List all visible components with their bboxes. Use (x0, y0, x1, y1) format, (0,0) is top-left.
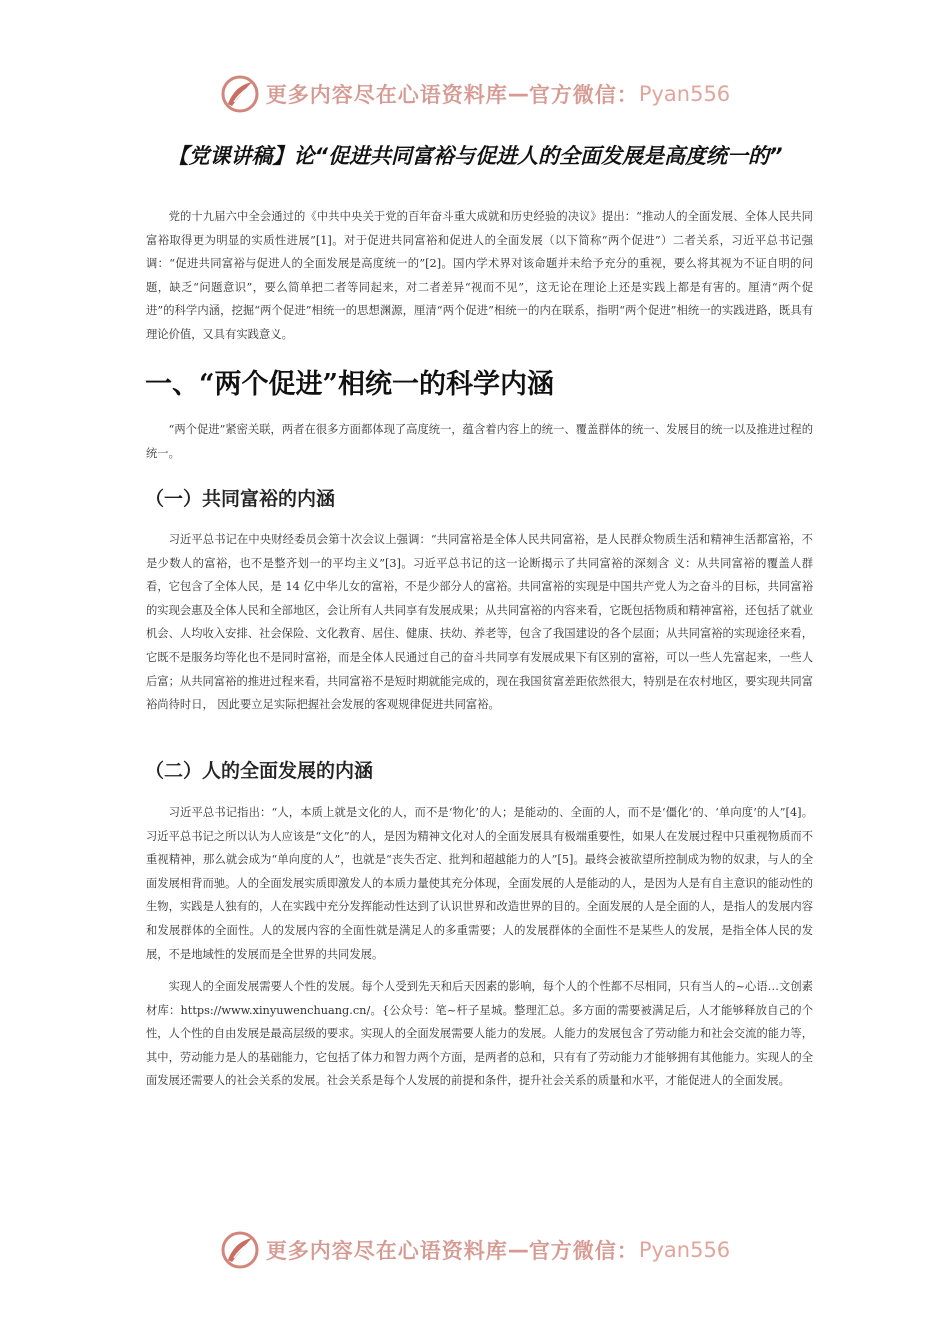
document-title: 【党课讲稿】论“促进共同富裕与促进人的全面发展是高度统一的” (167, 144, 783, 168)
subsection-2-body-1: 习近平总书记指出：“人，本质上就是文化的人，而不是‘物化’的人；是能动的、全面的人，而不是‘僵化’的、‘单向度’的人”[4]。习近平总书记之所以认为人应该是“文化”的人，是因为精神文化对人的全面发展具有极端重要性，如果人在发展过程中只重视物质而不重视精神，那么就会成为“单向度的人”，也就是“丧失否定、批判和超越能力的人”[5]。最终会被欲望所控制成为物的奴隶，与人的全面发展相背而驰。人的全面发展实质即激发人的本质力量使其充分体现，全面发展的人是能动的人，是因为人是有自主意识的能动性的生物，实践是人独有的，人在实践中充分发挥能动性达到了认识世界和改造世界的目的。全面发展的人是全面的人，是指人的发展内容和发展群体的全面性。人的发展内容的全面性就是满足人的多重需要；人的发展群体的全面性不是某些人的发展，是指全体人民的发展，不是地域性的发展而是全世界的共同发展。 (146, 806, 813, 961)
watermark-separator: — (507, 1238, 529, 1262)
watermark-separator: — (507, 82, 529, 106)
subsection-2-body-2: 实现人的全面发展需要人个性的发展。每个人受到先天和后天因素的影响，每个人的个性都不尽相同，只有当人的~心语…文创素材库：https://www.xinyuwenchuang.cn/。{公众号：笔~杆子星城。整理汇总。多方面的需要被满足后，人才能够释放自己的个性，人个性的自由发展是最高层级的要求。实现人的全面发展需要人能力的发展。人能力的发展包含了劳动能力和社会交流的能力等，其中，劳动能力是人的基础能力，它包括了体力和智力两个方面，是两者的总和，只有有了劳动能力才能够拥有其他能力。实现人的全面发展还需要人的社会关系的发展。社会关系是每个人发展的前提和条件，提升社会关系的质量和水平，才能促进人的全面发展。 (146, 980, 813, 1088)
brand-logo-icon (220, 74, 260, 114)
watermark-wechat-id: Pyan556 (638, 82, 731, 106)
subsection-1-body: 习近平总书记在中央财经委员会第十次会议上强调：“共同富裕是全体人民共同富裕，是人民群众物质生活和精神生活都富裕，不是少数人的富裕，也不是整齐划一的平均主义”[3]。习近平总书记的这一论断揭示了共同富裕的深刻含 义：从共同富裕的覆盖人群看，它包含了全体人民，是 14 亿中华儿女的富裕，不是少部分人的富裕。共同富裕的实现是中国共产党人为之奋斗的目标，共同富裕的实现会惠及全体人民和全部地区，会让所有人共同享有发展成果；从共同富裕的内容来看，它既包括物质和精神富裕，还包括了就业机会、人均收入安排、社会保险、文化教育、居住、健康、扶幼、养老等，包含了我国建设的各个层面；从共同富裕的实现途径来看，它既不是服务均等化也不是同时富裕，而是全体人民通过自己的奋斗共同享有发展成果下有区别的富裕，可以一些人先富起来，一些人后富；从共同富裕的推进过程来看，共同富裕不是短时期就能完成的，现在我国贫富差距依然很大，特别是在农村地区，要实现共同富裕尚待时日， 因此要立足实际把握社会发展的客观规律促进共同富裕。 (146, 533, 813, 712)
subsection-2-heading: （二）人的全面发展的内涵 (145, 760, 374, 782)
subsection-1-heading: （一）共同富裕的内涵 (145, 488, 336, 510)
section-1-lead: “两个促进”紧密关联，两者在很多方面都体现了高度统一，蕴含着内容上的统一、覆盖群体的统一、发展目的统一以及推进过程的统一。 (146, 423, 813, 460)
watermark-footer (0, 1226, 950, 1274)
brand-logo-icon (220, 1230, 260, 1270)
intro-paragraph: 党的十九届六中全会通过的《中共中央关于党的百年奋斗重大成就和历史经验的决议》提出：“推动人的全面发展、全体人民共同富裕取得更为明显的实质性进展”[1]。对于促进共同富裕和促进人的全面发展（以下简称“两个促进”）二者关系，习近平总书记强调：“促进共同富裕与促进人的全面发展是高度统一的”[2]。国内学术界对该命题并未给予充分的重视，要么将其视为不证自明的问题，缺乏“问题意识”，要么简单把二者等同起来，对二者差异“视而不见”，这无论在理论上还是实践上都是有害的。厘清“两个促进”的科学内涵，挖掘“两个促进”相统一的思想渊源，厘清“两个促进”相统一的内在联系，指明“两个促进”相统一的实践进路，既具有理论价值，又具有实践意义。 (146, 210, 813, 341)
watermark-wechat-label: 官方微信： (528, 82, 639, 107)
section-1-heading: 一、“两个促进”相统一的科学内涵 (145, 369, 555, 400)
watermark-wechat-label: 官方微信： (528, 1238, 639, 1263)
watermark-text: 更多内容尽在心语资料库 (265, 82, 508, 107)
watermark-header (0, 70, 950, 118)
watermark-text: 更多内容尽在心语资料库 (265, 1238, 508, 1263)
watermark-wechat-id: Pyan556 (638, 1238, 731, 1262)
